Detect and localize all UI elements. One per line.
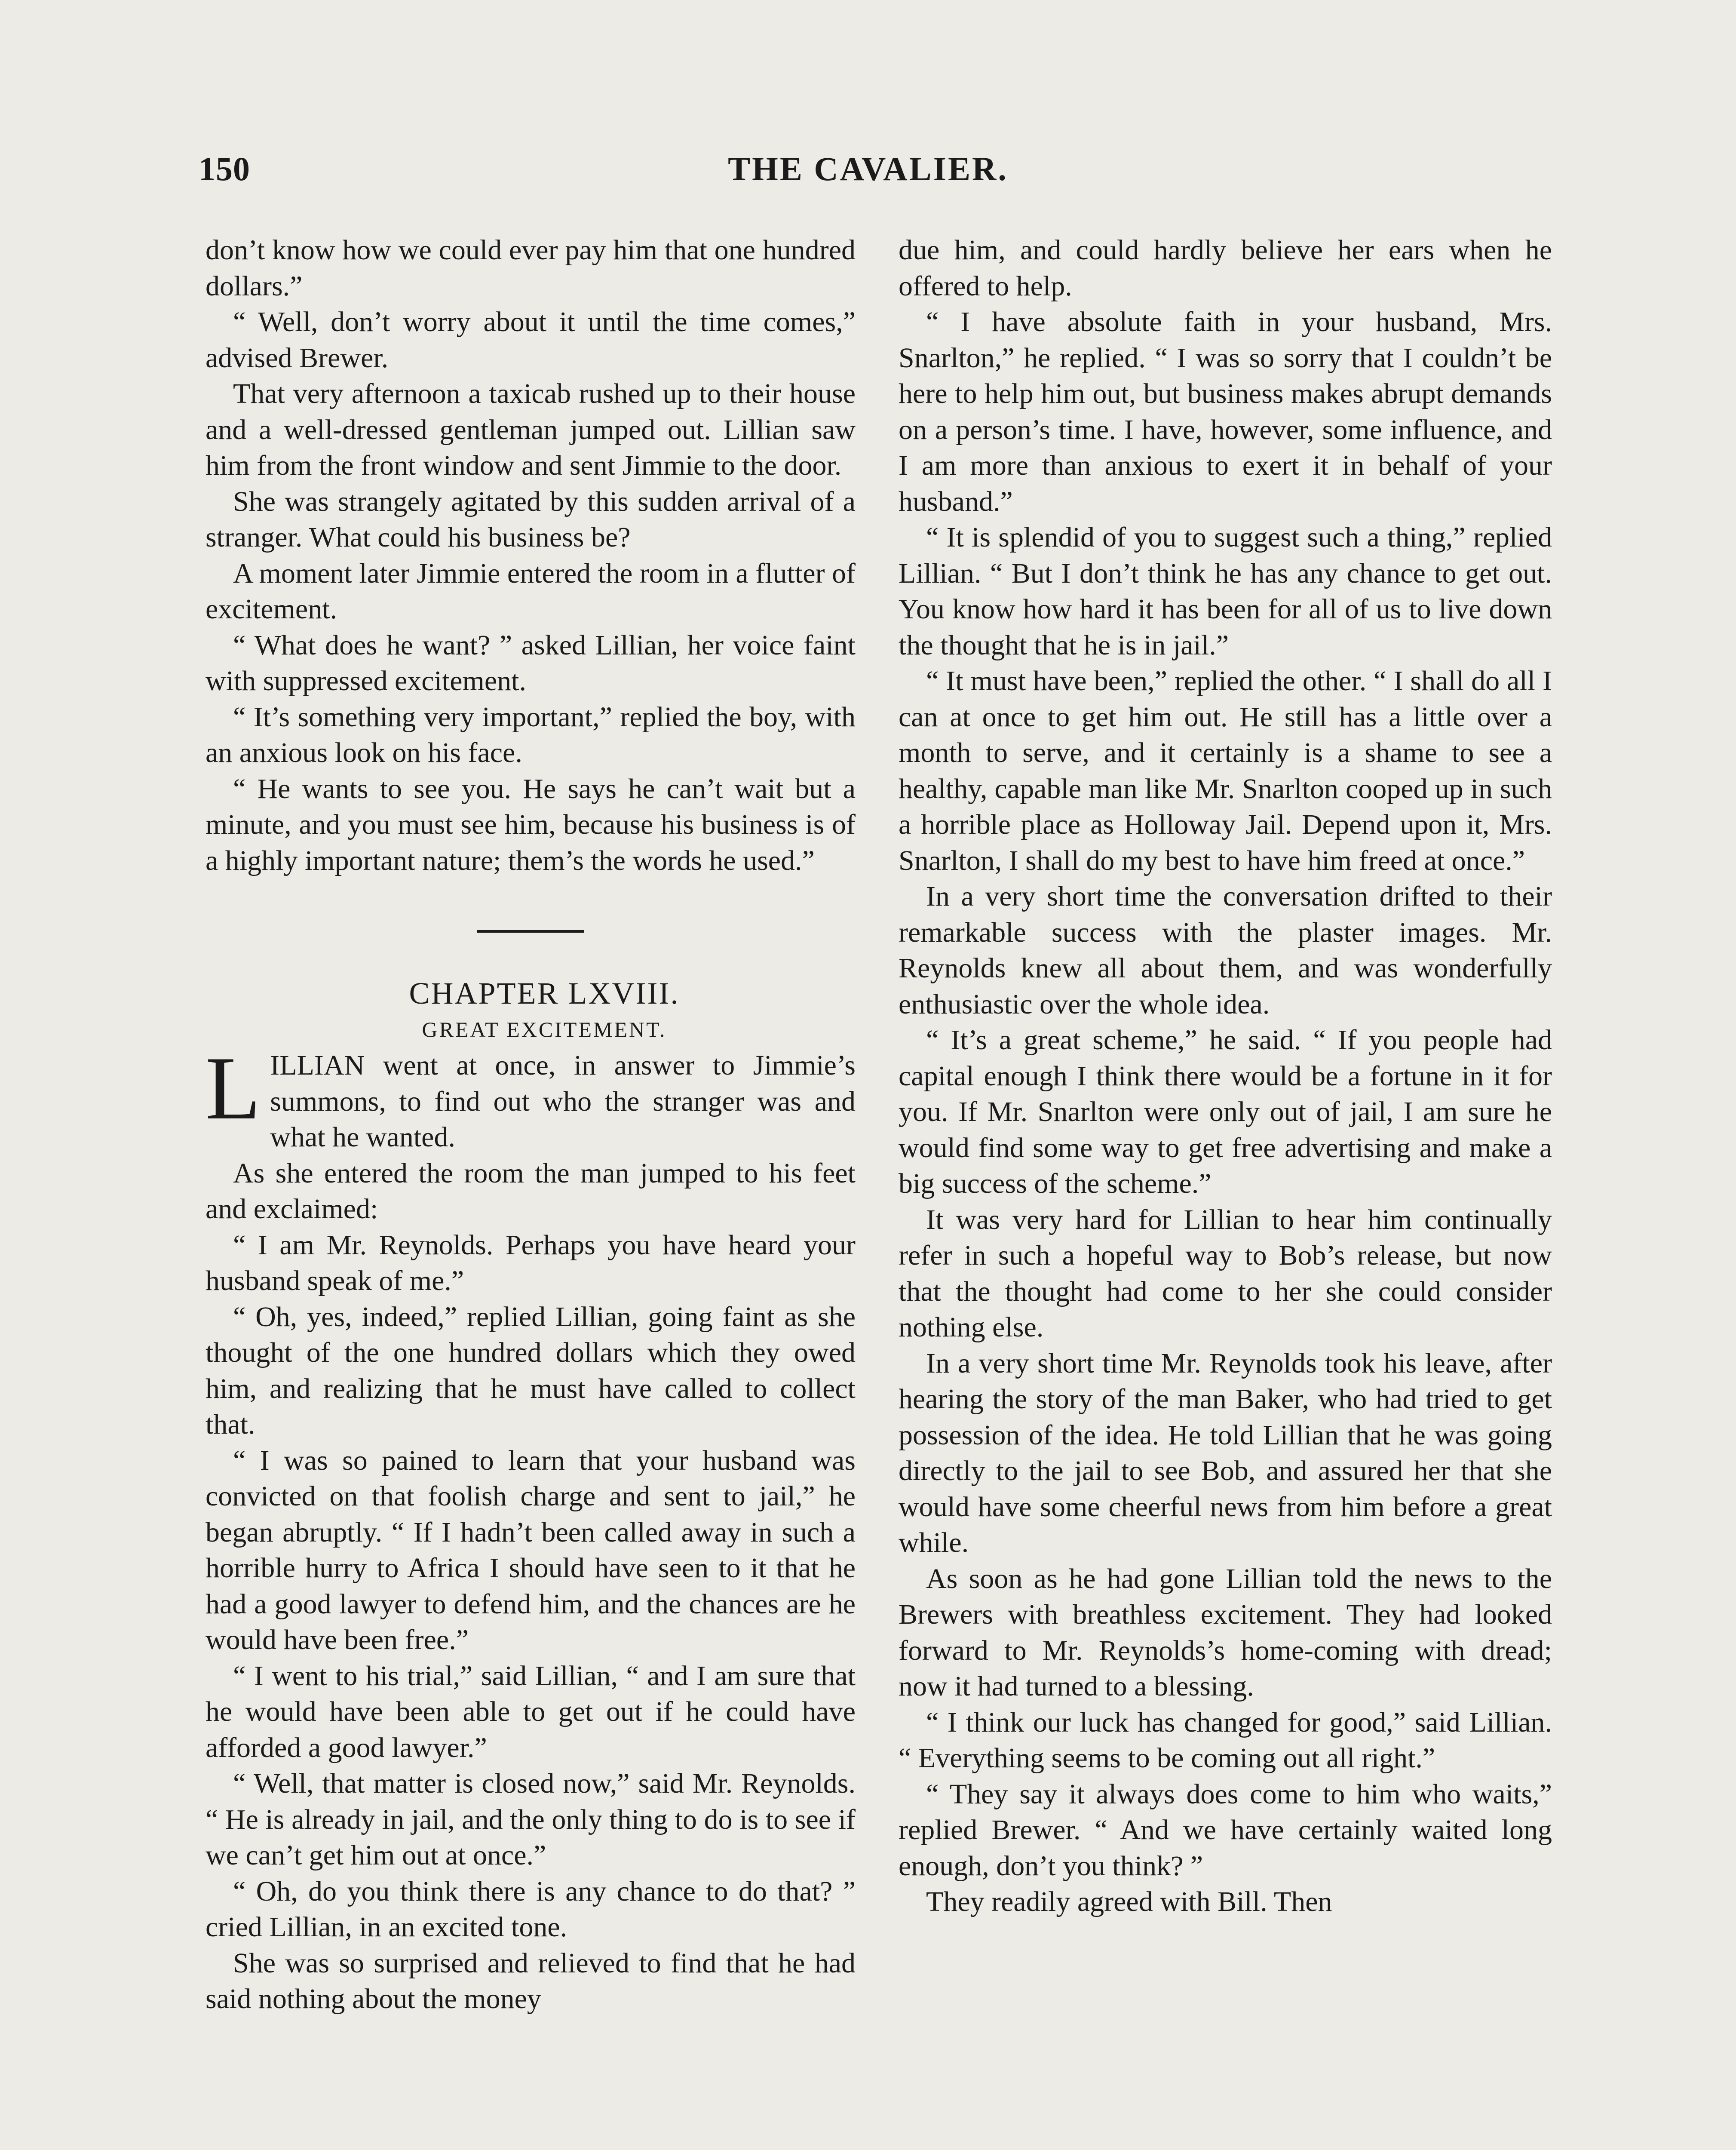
paragraph: “ It must have been,” replied the other. “ I shall do all I can at once to get him out. He still has a little over a month to serve, and it certainly is a shame to see a healthy, capable man like Mr. Snarlton cooped up in such a horrible place as Holloway Jail. Depend upon it, Mrs. Snarlton, I shall do my best to have him freed at once.” [899,665,1552,876]
paragraph: “ Well, don’t worry about it until the time comes,” advised Brewer. [205,306,856,374]
running-head: THE CAVALIER. [728,150,1008,187]
paragraph: It was very hard for Lillian to hear him continually refer in such a hopeful way to Bob’s release, but now that the thought had come to her she could consider nothing else. [899,1204,1552,1343]
opening-paragraph [205,1038,856,1155]
drop-cap: L [205,1038,261,1138]
paragraph: In a very short time Mr. Reynolds took his leave, after hearing the story of the man Baker, who had tried to get possession of the idea. He told Lillian that he was going directly to the jail to see Bob, and assured her that she would have some cheerful news from him before a great while. [899,1347,1552,1558]
paragraph: “ He wants to see you. He says he can’t wait but a minute, and you must see him, because his business is of a highly important nature; them’s the words he used.” [205,773,856,876]
chapter-subtitle: GREAT EXCITEMENT. [422,1017,667,1041]
paragraph: “ I have absolute faith in your husband, Mrs. Snarlton,” he replied. “ I was so sorry that I couldn’t be here to help him out, but business makes abrupt demands on a person’s time. I have, however, some influence, and I am more than anxious to exert it in behalf of your husband.” [899,306,1552,517]
page-number: 150 [199,150,250,187]
left-column [205,232,856,2017]
paragraph: A moment later Jimmie entered the room in a flutter of excitement. [205,557,856,625]
paragraph: “ What does he want? ” asked Lillian, her voice faint with suppressed excitement. [205,629,856,697]
paragraph: As she entered the room the man jumped to his feet and exclaimed: [205,1157,856,1225]
paragraph: “ Oh, yes, indeed,” replied Lillian, going faint as she thought of the one hundred dollars which they owed him, and realizing that he must have called to collect that. [205,1301,856,1440]
paragraph: “ Well, that matter is closed now,” said Mr. Reynolds. “ He is already in jail, and the only thing to do is to see if we can’t get him out at once.” [205,1768,856,1871]
paragraph: “ It is splendid of you to suggest such a thing,” replied Lillian. “ But I don’t think he has any chance to get out. You know how hard it has been for all of us to live down the thought that he is in jail.” [899,522,1552,661]
paragraph: “ I went to his trial,” said Lillian, “ and I am sure that he would have been able to get out if he could have afforded a good lawyer.” [205,1660,856,1763]
paragraph: She was so surprised and relieved to find that he had said nothing about the money [205,1947,856,2015]
opening-text: ILLIAN went at once, in answer to Jimmie’s summons, to find out who the stranger was and what he wanted. [270,1050,856,1153]
paragraph: “ They say it always does come to him who waits,” replied Brewer. “ And we have certainly waited long enough, don’t you think? ” [899,1778,1552,1882]
paragraph: don’t know how we could ever pay him that one hundred dollars.” [205,234,856,302]
paragraph: That very afternoon a taxicab rushed up to their house and a well-dressed gentleman jumped out. Lillian saw him from the front window and sent Jimmie to the door. [205,378,856,481]
paragraph: They readily agreed with Bill. Then [926,1886,1332,1917]
paragraph: “ It’s a great scheme,” he said. “ If you people had capital enough I think there would be a fortune in it for you. If Mr. Snarlton were only out of jail, I am sure he would find some way to get free advertising and make a big success of the scheme.” [899,1024,1552,1199]
section-divider [477,930,584,933]
right-column [899,232,1552,1920]
paragraph: As soon as he had gone Lillian told the news to the Brewers with breathless excitement. They had looked forward to Mr. Reynolds’s home-coming with dread; now it had turned to a blessing. [899,1563,1552,1702]
paragraph: “ Oh, do you think there is any chance to do that? ” cried Lillian, in an excited tone. [205,1875,856,1943]
paragraph: “ It’s something very important,” replied the boy, with an anxious look on his face. [205,701,856,768]
paragraph: due him, and could hardly believe her ears when he offered to help. [899,234,1552,302]
paragraph: In a very short time the conversation drifted to their remarkable success with the plaster images. Mr. Reynolds knew all about them, and was wonderfully enthusiastic over the whole idea. [899,881,1552,1020]
paragraph: “ I think our luck has changed for good,” said Lillian. “ Everything seems to be coming out all right.” [899,1706,1552,1774]
paragraph: “ I was so pained to learn that your husband was convicted on that foolish charge and sent to jail,” he began abruptly. “ If I hadn’t been called away in such a horrible hurry to Africa I should have seen to it that he had a good lawyer to defend him, and the chances are he would have been free.” [205,1444,856,1656]
chapter-title: CHAPTER LXVIII. [409,976,680,1010]
paragraph: She was strangely agitated by this sudden arrival of a stranger. What could his business be? [205,485,856,553]
paragraph: “ I am Mr. Reynolds. Perhaps you have heard your husband speak of me.” [205,1229,856,1296]
